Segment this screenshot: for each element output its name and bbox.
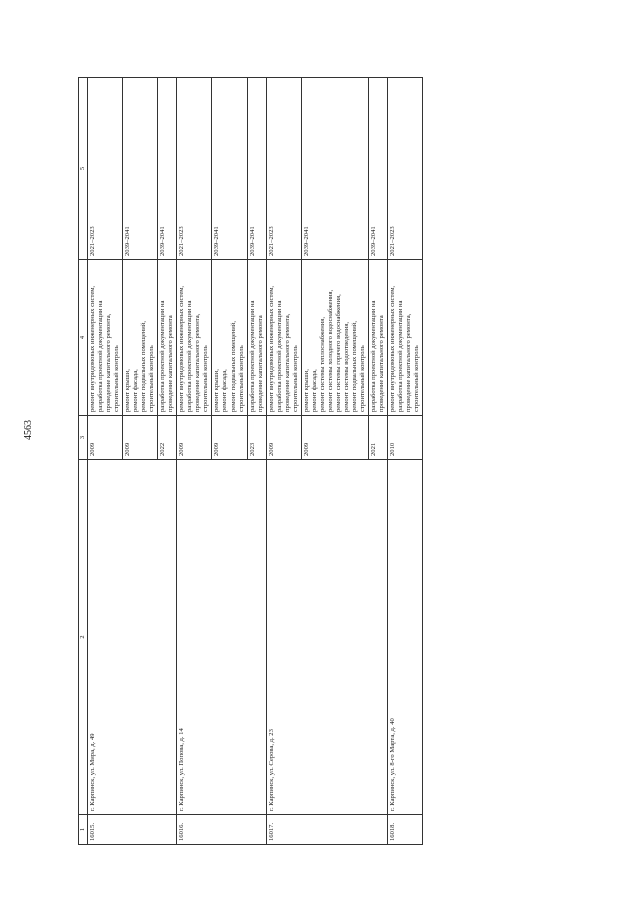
address-cell: г. Карпинск, ул. Попова, д. 14	[177, 460, 266, 815]
year-cell: 2009	[177, 416, 212, 460]
year-cell: 2009	[123, 416, 158, 460]
period-cell: 2021–2023	[177, 78, 212, 260]
work-type-cell	[247, 260, 266, 416]
table-row	[177, 78, 212, 845]
header-row	[79, 78, 88, 845]
work-item: строительный контроль	[237, 345, 245, 412]
year-cell: 2009	[266, 416, 301, 460]
work-item: ремонт внутридомовых инженерных систем,	[89, 285, 96, 412]
period-cell: 2021–2023	[266, 78, 301, 260]
work-item: разработка проектной документации на	[275, 300, 283, 412]
work-item: проведение капитального ремонта,	[283, 313, 291, 412]
work-item: разработка проектной документации на	[159, 300, 167, 412]
header-col-5: 5	[79, 78, 88, 260]
work-item: строительный контроль	[358, 345, 366, 412]
period-cell: 2039–2041	[158, 78, 177, 260]
work-type-cell	[212, 260, 247, 416]
row-number: 16017.	[266, 815, 387, 845]
row-number: 16015.	[88, 815, 177, 845]
work-item: ремонт внутридомовых инженерных систем,	[267, 285, 275, 412]
work-type-cell	[123, 260, 158, 416]
work-item: ремонт внутридомовых инженерных систем,	[178, 285, 186, 412]
work-type-cell	[388, 260, 423, 416]
header-col-2: 2	[79, 460, 88, 815]
work-item: проведение капитального ремонта	[256, 315, 264, 412]
work-item: проведение капитального ремонта,	[405, 313, 413, 412]
row-number: 16018.	[388, 815, 423, 845]
work-item: ремонт системы теплоснабжения,	[318, 317, 326, 412]
year-cell: 2010	[388, 416, 423, 460]
work-item: проведение капитального ремонта,	[194, 313, 202, 412]
row-number: 16016.	[177, 815, 266, 845]
table-header	[79, 78, 88, 845]
work-item: ремонт подвальных помещений,	[140, 321, 148, 412]
table-row	[388, 78, 423, 845]
repair-schedule-table-frame	[78, 78, 576, 845]
work-type-cell	[158, 260, 177, 416]
year-cell: 2009	[212, 416, 247, 460]
table-row	[88, 78, 123, 845]
work-item: ремонт фасада,	[310, 369, 318, 412]
year-cell: 2009	[88, 416, 123, 460]
work-item: ремонт системы водоотведения,	[342, 321, 350, 412]
work-item: разработка проектной документации на	[186, 300, 194, 412]
work-item: разработка проектной документации на	[370, 300, 377, 412]
period-cell: 2039–2041	[247, 78, 266, 260]
address-cell: г. Карпинск, ул. 8-го Марта, д. 40	[388, 460, 423, 815]
work-item: ремонт крыши,	[124, 369, 132, 412]
year-cell: 2009	[301, 416, 368, 460]
year-cell: 2023	[247, 416, 266, 460]
work-item: ремонт внутридомовых инженерных систем,	[389, 285, 397, 412]
work-item: строительный контроль	[113, 345, 121, 412]
header-col-1: 1	[79, 815, 88, 845]
work-item: разработка проектной документации на	[97, 300, 105, 412]
work-item: ремонт подвальных помещений,	[350, 321, 358, 412]
work-item: ремонт системы горячего водоснабжения,	[334, 294, 342, 412]
work-item: ремонт системы холодного водоснабжения,	[326, 289, 334, 412]
period-cell: 2039–2041	[301, 78, 368, 260]
year-cell: 2022	[158, 416, 177, 460]
header-col-3: 3	[79, 416, 88, 460]
header-col-4: 4	[79, 260, 88, 416]
work-item: ремонт фасада,	[221, 369, 229, 412]
work-item: ремонт фасада,	[132, 369, 140, 412]
page-number: 4563	[23, 420, 34, 440]
year-cell: 2021	[369, 416, 388, 460]
work-item: строительный контроль	[291, 345, 299, 412]
work-item: проведение капитального ремонта	[378, 315, 386, 412]
work-type-cell	[88, 260, 123, 416]
table-body	[88, 78, 423, 845]
work-item: ремонт крыши,	[302, 369, 310, 412]
period-cell: 2021–2023	[388, 78, 423, 260]
period-cell: 2039–2041	[123, 78, 158, 260]
work-item: проведение капитального ремонта	[167, 315, 175, 412]
work-type-cell	[266, 260, 301, 416]
work-item: строительный контроль	[413, 345, 421, 412]
work-item: разработка проектной документации на	[397, 300, 405, 412]
work-item: разработка проектной документации на	[248, 300, 256, 412]
work-item: ремонт крыши,	[213, 369, 221, 412]
work-item: строительный контроль	[202, 345, 210, 412]
work-item: проведение капитального ремонта,	[105, 313, 113, 412]
repair-schedule-table	[78, 77, 423, 845]
address-cell: г. Карпинск, ул. Серова, д. 23	[266, 460, 387, 815]
work-item: строительный контроль	[148, 345, 156, 412]
address-cell: г. Карпинск, ул. Мира, д. 49	[88, 460, 177, 815]
table-row	[266, 78, 301, 845]
work-type-cell	[301, 260, 368, 416]
period-cell: 2039–2041	[369, 78, 388, 260]
period-cell: 2039–2041	[212, 78, 247, 260]
work-type-cell	[177, 260, 212, 416]
period-cell: 2021–2023	[88, 78, 123, 260]
work-type-cell	[369, 260, 388, 416]
work-item: ремонт подвальных помещений,	[229, 321, 237, 412]
